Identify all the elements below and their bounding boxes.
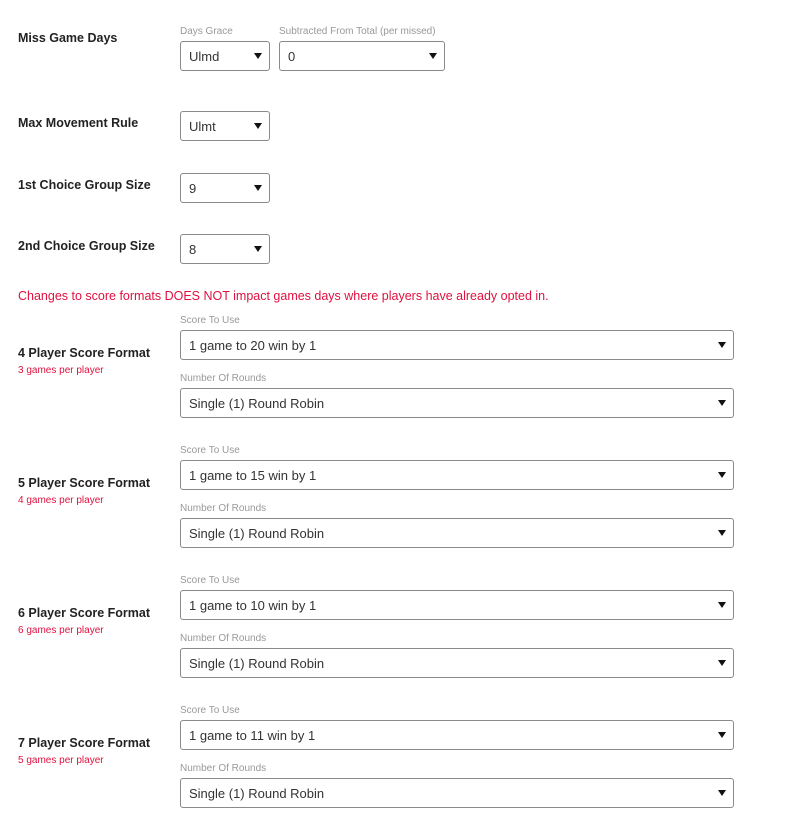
days-grace-value: Ulmd [189, 49, 220, 64]
number-of-rounds-select[interactable] [180, 518, 734, 548]
chevron-down-icon [718, 530, 726, 536]
chevron-down-icon [254, 123, 262, 129]
chevron-down-icon [718, 790, 726, 796]
second-choice-group-size-value: 8 [189, 242, 197, 257]
chevron-down-icon [718, 602, 726, 608]
number-of-rounds-caption: Number Of Rounds [180, 763, 267, 774]
score-to-use-value: 1 game to 20 win by 1 [189, 338, 317, 353]
number-of-rounds-select[interactable] [180, 648, 734, 678]
max-movement-rule-select[interactable] [180, 111, 270, 141]
first-choice-group-size-select[interactable] [180, 173, 270, 203]
miss-game-days-label: Miss Game Days [18, 31, 118, 45]
subtracted-value: 0 [288, 49, 296, 64]
score-to-use-select[interactable] [180, 330, 734, 360]
chevron-down-icon [718, 342, 726, 348]
score-to-use-select[interactable] [180, 720, 734, 750]
number-of-rounds-value: Single (1) Round Robin [189, 396, 325, 411]
score-format-label: 6 Player Score Format [18, 606, 151, 620]
subtracted-caption: Subtracted From Total (per missed) [279, 26, 436, 37]
number-of-rounds-select[interactable] [180, 778, 734, 808]
chevron-down-icon [718, 732, 726, 738]
days-grace-caption: Days Grace [180, 26, 233, 37]
max-movement-rule-label: Max Movement Rule [18, 116, 139, 130]
number-of-rounds-caption: Number Of Rounds [180, 373, 267, 384]
number-of-rounds-value: Single (1) Round Robin [189, 526, 325, 541]
games-per-player-note: 5 games per player [18, 755, 104, 766]
score-to-use-select[interactable] [180, 590, 734, 620]
score-to-use-value: 1 game to 10 win by 1 [189, 598, 317, 613]
score-to-use-caption: Score To Use [180, 445, 240, 456]
number-of-rounds-value: Single (1) Round Robin [189, 656, 325, 671]
score-to-use-select[interactable] [180, 460, 734, 490]
score-to-use-caption: Score To Use [180, 705, 240, 716]
number-of-rounds-caption: Number Of Rounds [180, 633, 267, 644]
second-choice-group-size-label: 2nd Choice Group Size [18, 239, 155, 253]
number-of-rounds-select[interactable] [180, 388, 734, 418]
max-movement-rule-value: Ulmt [189, 119, 216, 134]
chevron-down-icon [254, 53, 262, 59]
score-to-use-value: 1 game to 15 win by 1 [189, 468, 317, 483]
games-per-player-note: 6 games per player [18, 625, 104, 636]
number-of-rounds-value: Single (1) Round Robin [189, 786, 325, 801]
score-format-label: 7 Player Score Format [18, 736, 151, 750]
number-of-rounds-caption: Number Of Rounds [180, 503, 267, 514]
games-per-player-note: 3 games per player [18, 365, 104, 376]
chevron-down-icon [254, 185, 262, 191]
first-choice-group-size-value: 9 [189, 181, 197, 196]
games-per-player-note: 4 games per player [18, 495, 104, 506]
score-to-use-caption: Score To Use [180, 315, 240, 326]
chevron-down-icon [254, 246, 262, 252]
subtracted-select[interactable] [279, 41, 445, 71]
chevron-down-icon [718, 400, 726, 406]
score-format-warning: Changes to score formats DOES NOT impact games days where players have already opted in. [18, 289, 549, 303]
days-grace-select[interactable] [180, 41, 270, 71]
chevron-down-icon [718, 660, 726, 666]
first-choice-group-size-label: 1st Choice Group Size [18, 178, 151, 192]
score-format-label: 5 Player Score Format [18, 476, 151, 490]
score-format-label: 4 Player Score Format [18, 346, 151, 360]
chevron-down-icon [718, 472, 726, 478]
second-choice-group-size-select[interactable] [180, 234, 270, 264]
score-to-use-value: 1 game to 11 win by 1 [189, 728, 316, 743]
score-to-use-caption: Score To Use [180, 575, 240, 586]
chevron-down-icon [429, 53, 437, 59]
